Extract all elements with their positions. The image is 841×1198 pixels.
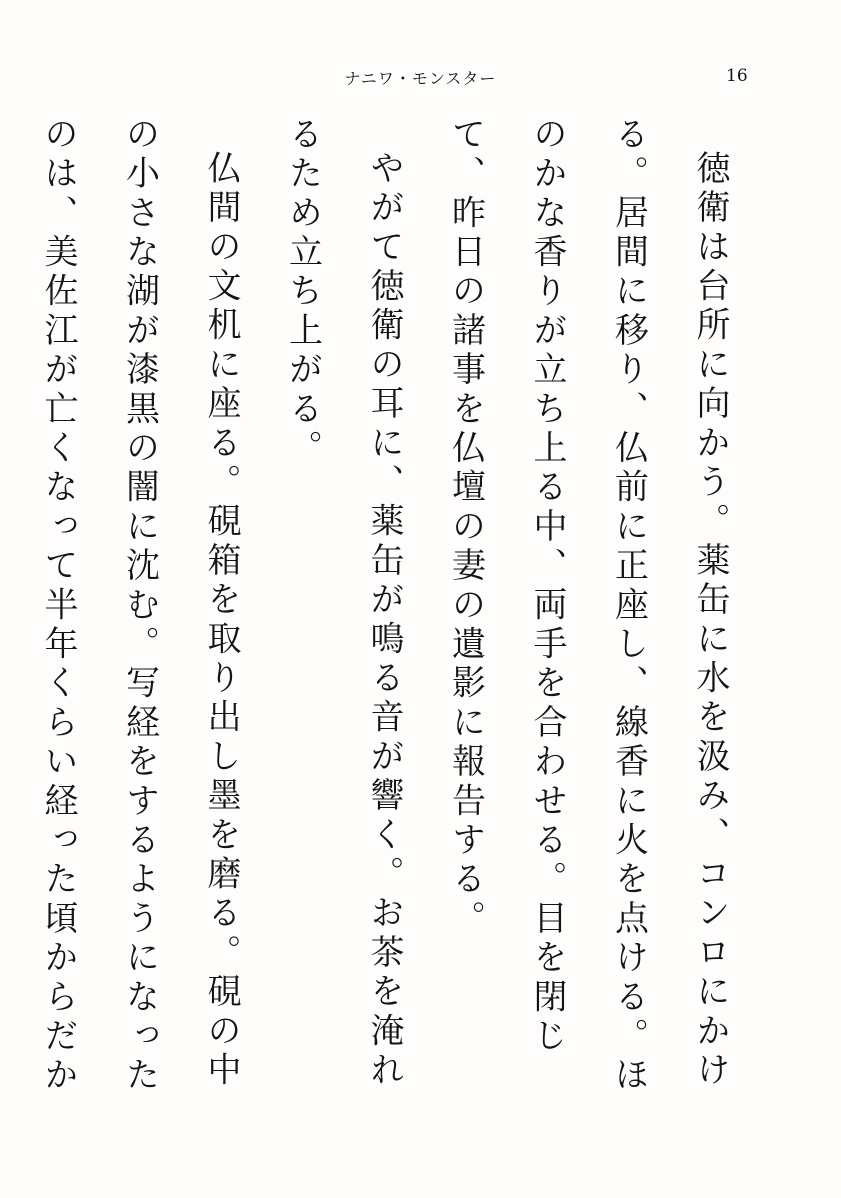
paragraph: 仏間の文机に座る。硯箱を取り出し墨を磨る。硯の中の小さな湖が漆黒の闇に沈む。写経をするようになったのは、美佐江が亡くなって半年くらい経った頃からだか: [38, 116, 241, 1097]
page-number: 16: [726, 66, 748, 86]
paragraph: 徳衛は台所に向かう。薬缶に水を汲み、コンロにかける。居間に移り、仏前に正座し、線香に火を点ける。ほのかな香りが立ち上る中、両手を合わせる。目を閉じて、昨日の諸事を仏壇の妻の遺影に報告する。: [445, 116, 730, 1096]
paragraph: やがて徳衛の耳に、薬缶が鳴る音が響く。お茶を淹れるため立ち上がる。: [282, 116, 404, 1091]
book-title: ナニワ・モンスター: [344, 69, 497, 88]
running-header: [0, 66, 841, 92]
vertical-text-body: [38, 116, 750, 1126]
